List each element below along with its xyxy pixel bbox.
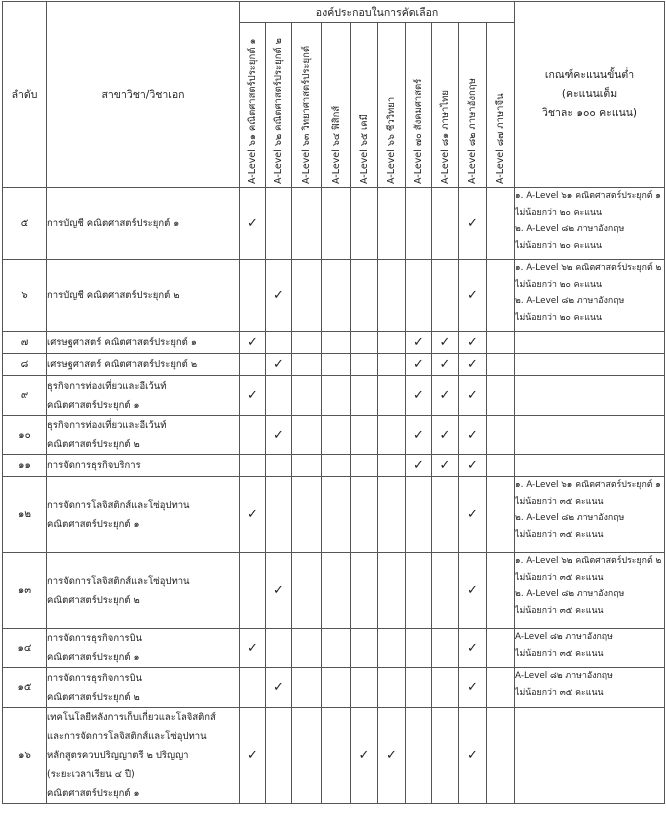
table-row <box>3 455 665 477</box>
mark-cell <box>487 708 515 804</box>
check-mark-icon: ✓ <box>273 680 284 695</box>
mark-cell <box>432 455 459 477</box>
row-major <box>47 553 240 629</box>
mark-cell <box>406 553 432 629</box>
mark-cell <box>487 354 515 376</box>
major-line: เทคโนโลยีหลังการเก็บเกี่ยวและโลจิสติกส์ <box>47 712 216 723</box>
criteria-line: ไม่น้อยกว่า ๓๕ คะแนน <box>515 529 604 540</box>
criteria-line: ๑. A-Level ๖๑ คณิตศาสตร์ประยุกต์ ๑ <box>515 191 661 201</box>
major-line: การจัดการธุรกิจการบิน <box>47 672 143 684</box>
table-row <box>3 668 665 708</box>
mark-cell <box>322 455 351 477</box>
criteria-line: A-Level ๘๒ ภาษาอังกฤษ <box>515 671 613 681</box>
row-criteria <box>515 553 665 629</box>
criteria-header-line: (คะแนนเต็ม <box>561 88 618 100</box>
table-row <box>3 332 665 354</box>
mark-cell <box>240 553 266 629</box>
mark-cell <box>378 668 406 708</box>
mark-cell <box>378 477 406 553</box>
check-mark-icon: ✓ <box>467 748 478 763</box>
table-row <box>3 416 665 455</box>
subject-column-header <box>406 23 432 188</box>
row-seq: ๑๕ <box>3 668 47 708</box>
check-mark-icon: ✓ <box>273 288 284 303</box>
row-major <box>47 332 240 354</box>
major-line: คณิตศาสตร์ประยุกต์ ๑ <box>47 518 140 530</box>
mark-cell <box>322 553 351 629</box>
subject-column-header <box>459 23 487 188</box>
mark-cell <box>240 708 266 804</box>
major-line: การบัญชี คณิตศาสตร์ประยุกต์ ๑ <box>47 218 180 229</box>
row-major <box>47 376 240 416</box>
subject-column-header <box>351 23 378 188</box>
mark-cell <box>432 668 459 708</box>
mark-cell <box>292 668 322 708</box>
mark-cell <box>406 668 432 708</box>
criteria-line: ไม่น้อยกว่า ๓๕ คะแนน <box>515 572 604 583</box>
table-row <box>3 629 665 668</box>
mark-cell <box>322 260 351 332</box>
row-criteria <box>515 477 665 553</box>
subject-column-label: A-Level ๖๑ คณิตศาสตร์ประยุกต์ ๑ <box>247 38 258 184</box>
mark-cell <box>378 455 406 477</box>
check-mark-icon: ✓ <box>413 335 424 350</box>
major-line: หลักสูตรควบปริญญาตรี ๒ ปริญญา <box>47 750 189 761</box>
major-line: คณิตศาสตร์ประยุกต์ ๒ <box>47 594 140 606</box>
admission-criteria-table <box>2 1 665 804</box>
mark-cell <box>487 553 515 629</box>
subject-column-header <box>240 23 266 188</box>
mark-cell <box>378 260 406 332</box>
mark-cell <box>432 629 459 668</box>
mark-cell <box>406 260 432 332</box>
check-mark-icon: ✓ <box>273 427 284 443</box>
subject-column-label: A-Level ๖๔ ฟิสิกส์ <box>330 105 342 184</box>
row-criteria <box>515 376 665 416</box>
criteria-line: ไม่น้อยกว่า ๒๐ คะแนน <box>515 312 602 323</box>
mark-cell <box>406 708 432 804</box>
major-line: การจัดการโลจิสติกส์และโซ่อุปทาน <box>47 499 190 511</box>
mark-cell <box>351 332 378 354</box>
check-mark-icon: ✓ <box>439 427 451 443</box>
mark-cell <box>266 354 292 376</box>
row-major <box>47 416 240 455</box>
mark-cell <box>292 332 322 354</box>
mark-cell <box>240 477 266 553</box>
mark-cell <box>378 708 406 804</box>
mark-cell <box>292 708 322 804</box>
components-header: องค์ประกอบในการคัดเลือก <box>240 2 515 23</box>
mark-cell <box>378 376 406 416</box>
check-mark-icon: ✓ <box>467 357 478 372</box>
mark-cell <box>459 188 487 260</box>
table-row <box>3 553 665 629</box>
mark-cell <box>459 668 487 708</box>
mark-cell <box>351 629 378 668</box>
mark-cell <box>432 376 459 416</box>
criteria-header-line: เกณฑ์คะแนนขั้นต่ำ <box>544 69 635 81</box>
mark-cell <box>266 668 292 708</box>
check-mark-icon: ✓ <box>413 458 424 473</box>
mark-cell <box>266 477 292 553</box>
mark-cell <box>406 188 432 260</box>
major-line: ธุรกิจการท่องเที่ยวและอีเว้นท์ <box>47 420 167 431</box>
check-mark-icon: ✓ <box>439 335 451 350</box>
criteria-line: ไม่น้อยกว่า ๓๕ คะแนน <box>515 496 604 507</box>
mark-cell <box>351 553 378 629</box>
row-criteria <box>515 188 665 260</box>
mark-cell <box>459 553 487 629</box>
subject-column-header <box>292 23 322 188</box>
mark-cell <box>292 376 322 416</box>
mark-cell <box>406 455 432 477</box>
mark-cell <box>406 629 432 668</box>
mark-cell <box>351 188 378 260</box>
row-major <box>47 354 240 376</box>
major-line: เศรษฐศาสตร์ คณิตศาสตร์ประยุกต์ ๒ <box>47 359 198 370</box>
mark-cell <box>240 188 266 260</box>
check-mark-icon: ✓ <box>439 357 451 372</box>
row-major <box>47 708 240 804</box>
check-mark-icon: ✓ <box>439 388 451 403</box>
criteria-line: ไม่น้อยกว่า ๒๐ คะแนน <box>515 207 602 218</box>
major-line: คณิตศาสตร์ประยุกต์ ๑ <box>47 399 140 411</box>
row-seq: ๙ <box>3 376 47 416</box>
row-criteria <box>515 455 665 477</box>
subject-column-header <box>378 23 406 188</box>
check-mark-icon: ✓ <box>467 335 478 350</box>
mark-cell <box>266 708 292 804</box>
check-mark-icon: ✓ <box>413 427 424 443</box>
row-criteria <box>515 354 665 376</box>
criteria-line: ๒. A-Level ๘๒ ภาษาอังกฤษ <box>515 224 625 234</box>
table-row <box>3 260 665 332</box>
mark-cell <box>406 477 432 553</box>
mark-cell <box>266 416 292 455</box>
check-mark-icon: ✓ <box>467 427 478 443</box>
row-seq: ๕ <box>3 188 47 260</box>
criteria-header <box>515 2 665 188</box>
mark-cell <box>266 376 292 416</box>
mark-cell <box>351 708 378 804</box>
mark-cell <box>292 188 322 260</box>
subject-column-label: A-Level ๘๒ ภาษาอังกฤษ <box>467 78 478 184</box>
mark-cell <box>240 416 266 455</box>
check-mark-icon: ✓ <box>467 388 478 403</box>
mark-cell <box>487 260 515 332</box>
row-seq: ๑๖ <box>3 708 47 804</box>
mark-cell <box>351 477 378 553</box>
major-line: และการจัดการโลจิสติกส์และโซ่อุปทาน <box>47 731 207 742</box>
mark-cell <box>378 416 406 455</box>
mark-cell <box>322 188 351 260</box>
mark-cell <box>487 332 515 354</box>
subject-column-header <box>432 23 459 188</box>
mark-cell <box>432 188 459 260</box>
mark-cell <box>322 477 351 553</box>
mark-cell <box>487 668 515 708</box>
row-major <box>47 260 240 332</box>
table-body <box>3 188 665 804</box>
criteria-line: ๑. A-Level ๖๑ คณิตศาสตร์ประยุกต์ ๑ <box>515 480 661 490</box>
mark-cell <box>322 668 351 708</box>
mark-cell <box>459 629 487 668</box>
major-line: คณิตศาสตร์ประยุกต์ ๑ <box>47 652 140 663</box>
mark-cell <box>432 332 459 354</box>
check-mark-icon: ✓ <box>467 288 478 303</box>
row-major <box>47 668 240 708</box>
row-major <box>47 477 240 553</box>
major-line: การจัดการธุรกิจบริการ <box>47 460 141 471</box>
mark-cell <box>322 376 351 416</box>
mark-cell <box>459 477 487 553</box>
mark-cell <box>459 260 487 332</box>
mark-cell <box>351 455 378 477</box>
mark-cell <box>432 553 459 629</box>
criteria-line: ไม่น้อยกว่า ๓๕ คะแนน <box>515 605 604 616</box>
table-row <box>3 376 665 416</box>
mark-cell <box>292 260 322 332</box>
mark-cell <box>351 354 378 376</box>
check-mark-icon: ✓ <box>273 357 284 372</box>
mark-cell <box>378 188 406 260</box>
criteria-line: ๑. A-Level ๖๒ คณิตศาสตร์ประยุกต์ ๒ <box>515 263 662 273</box>
subject-column-label: A-Level ๗๐ สังคมศาสตร์ <box>413 78 424 184</box>
mark-cell <box>459 376 487 416</box>
mark-cell <box>432 477 459 553</box>
mark-cell <box>240 668 266 708</box>
table-row <box>3 708 665 804</box>
row-criteria <box>515 708 665 804</box>
check-mark-icon: ✓ <box>439 458 451 473</box>
mark-cell <box>292 416 322 455</box>
criteria-line: ๒. A-Level ๘๒ ภาษาอังกฤษ <box>515 296 625 306</box>
table-row <box>3 477 665 553</box>
mark-cell <box>292 553 322 629</box>
mark-cell <box>406 416 432 455</box>
mark-cell <box>322 629 351 668</box>
mark-cell <box>322 332 351 354</box>
major-line: เศรษฐศาสตร์ คณิตศาสตร์ประยุกต์ ๑ <box>47 337 197 348</box>
row-seq: ๑๓ <box>3 553 47 629</box>
mark-cell <box>240 332 266 354</box>
subject-column-label: A-Level ๖๖ ชีววิทยา <box>386 96 397 184</box>
criteria-line: ไม่น้อยกว่า ๒๐ คะแนน <box>515 240 602 251</box>
mark-cell <box>292 354 322 376</box>
mark-cell <box>487 477 515 553</box>
mark-cell <box>240 455 266 477</box>
table-row <box>3 188 665 260</box>
mark-cell <box>487 416 515 455</box>
mark-cell <box>459 354 487 376</box>
check-mark-icon: ✓ <box>467 507 478 522</box>
criteria-header-line: วิชาละ ๑๐๐ คะแนน) <box>542 107 638 119</box>
row-seq: ๑๔ <box>3 629 47 668</box>
subject-column-header <box>487 23 515 188</box>
mark-cell <box>378 553 406 629</box>
table-row <box>3 354 665 376</box>
major-line: ธุรกิจการท่องเที่ยวและอีเว้นท์ <box>47 380 167 392</box>
major-line: คณิตศาสตร์ประยุกต์ ๒ <box>47 439 140 450</box>
check-mark-icon: ✓ <box>273 583 284 598</box>
mark-cell <box>351 376 378 416</box>
row-seq: ๗ <box>3 332 47 354</box>
major-line: คณิตศาสตร์ประยุกต์ ๑ <box>47 788 140 799</box>
row-criteria <box>515 332 665 354</box>
mark-cell <box>266 260 292 332</box>
major-line: (ระยะเวลาเรียน ๔ ปี) <box>47 769 135 780</box>
check-mark-icon: ✓ <box>467 583 478 598</box>
mark-cell <box>240 260 266 332</box>
mark-cell <box>266 188 292 260</box>
row-criteria <box>515 668 665 708</box>
mark-cell <box>406 376 432 416</box>
subject-column-label: A-Level ๘๗ ภาษาจีน <box>495 93 507 184</box>
subject-column-header <box>322 23 351 188</box>
row-criteria <box>515 416 665 455</box>
check-mark-icon: ✓ <box>467 216 478 231</box>
major-line: การบัญชี คณิตศาสตร์ประยุกต์ ๒ <box>47 290 180 301</box>
seq-header: ลำดับ <box>3 2 47 188</box>
mark-cell <box>459 455 487 477</box>
mark-cell <box>406 354 432 376</box>
row-criteria <box>515 629 665 668</box>
mark-cell <box>487 188 515 260</box>
mark-cell <box>240 629 266 668</box>
subject-column-header <box>266 23 292 188</box>
mark-cell <box>322 708 351 804</box>
mark-cell <box>432 354 459 376</box>
criteria-line: ๒. A-Level ๘๒ ภาษาอังกฤษ <box>515 513 625 523</box>
major-line: การจัดการโลจิสติกส์และโซ่อุปทาน <box>47 575 190 587</box>
major-line: การจัดการธุรกิจการบิน <box>47 633 143 644</box>
mark-cell <box>406 332 432 354</box>
criteria-line: ไม่น้อยกว่า ๓๕ คะแนน <box>515 648 604 659</box>
row-seq: ๘ <box>3 354 47 376</box>
mark-cell <box>292 477 322 553</box>
mark-cell <box>487 629 515 668</box>
subject-column-label: A-Level ๘๑ ภาษาไทย <box>439 90 451 184</box>
mark-cell <box>378 332 406 354</box>
check-mark-icon: ✓ <box>386 748 397 763</box>
major-line: คณิตศาสตร์ประยุกต์ ๒ <box>47 691 140 703</box>
mark-cell <box>432 708 459 804</box>
mark-cell <box>459 332 487 354</box>
mark-cell <box>292 629 322 668</box>
subject-column-label: A-Level ๖๓ วิทยาศาสตร์ประยุกต์ <box>301 45 312 184</box>
check-mark-icon: ✓ <box>247 388 258 403</box>
mark-cell <box>432 260 459 332</box>
mark-cell <box>266 332 292 354</box>
mark-cell <box>459 708 487 804</box>
mark-cell <box>351 416 378 455</box>
mark-cell <box>378 354 406 376</box>
mark-cell <box>487 455 515 477</box>
row-major <box>47 188 240 260</box>
mark-cell <box>266 553 292 629</box>
check-mark-icon: ✓ <box>358 748 370 763</box>
major-header: สาขาวิชา/วิชาเอก <box>47 2 240 188</box>
mark-cell <box>240 354 266 376</box>
subject-column-label: A-Level ๖๒ คณิตศาสตร์ประยุกต์ ๒ <box>273 38 284 184</box>
check-mark-icon: ✓ <box>413 357 424 372</box>
check-mark-icon: ✓ <box>247 335 258 350</box>
criteria-line: ๒. A-Level ๘๒ ภาษาอังกฤษ <box>515 589 625 599</box>
mark-cell <box>351 260 378 332</box>
mark-cell <box>266 455 292 477</box>
check-mark-icon: ✓ <box>247 216 258 231</box>
mark-cell <box>322 354 351 376</box>
criteria-line: ไม่น้อยกว่า ๒๐ คะแนน <box>515 279 602 290</box>
row-seq: ๖ <box>3 260 47 332</box>
mark-cell <box>432 416 459 455</box>
row-criteria <box>515 260 665 332</box>
mark-cell <box>351 668 378 708</box>
criteria-line: ๑. A-Level ๖๒ คณิตศาสตร์ประยุกต์ ๒ <box>515 556 662 566</box>
mark-cell <box>459 416 487 455</box>
mark-cell <box>378 629 406 668</box>
mark-cell <box>240 376 266 416</box>
mark-cell <box>487 376 515 416</box>
subject-column-label: A-Level ๖๕ เคมี <box>358 114 370 184</box>
row-seq: ๑๑ <box>3 455 47 477</box>
check-mark-icon: ✓ <box>467 458 478 473</box>
mark-cell <box>266 629 292 668</box>
check-mark-icon: ✓ <box>467 680 478 695</box>
check-mark-icon: ✓ <box>247 748 258 763</box>
check-mark-icon: ✓ <box>247 507 258 522</box>
check-mark-icon: ✓ <box>413 388 424 403</box>
criteria-line: ไม่น้อยกว่า ๓๕ คะแนน <box>515 687 604 698</box>
criteria-line: A-Level ๘๒ ภาษาอังกฤษ <box>515 632 613 642</box>
row-seq: ๑๐ <box>3 416 47 455</box>
row-seq: ๑๒ <box>3 477 47 553</box>
check-mark-icon: ✓ <box>247 640 258 656</box>
row-major <box>47 455 240 477</box>
mark-cell <box>322 416 351 455</box>
check-mark-icon: ✓ <box>467 640 478 656</box>
mark-cell <box>292 455 322 477</box>
row-major <box>47 629 240 668</box>
